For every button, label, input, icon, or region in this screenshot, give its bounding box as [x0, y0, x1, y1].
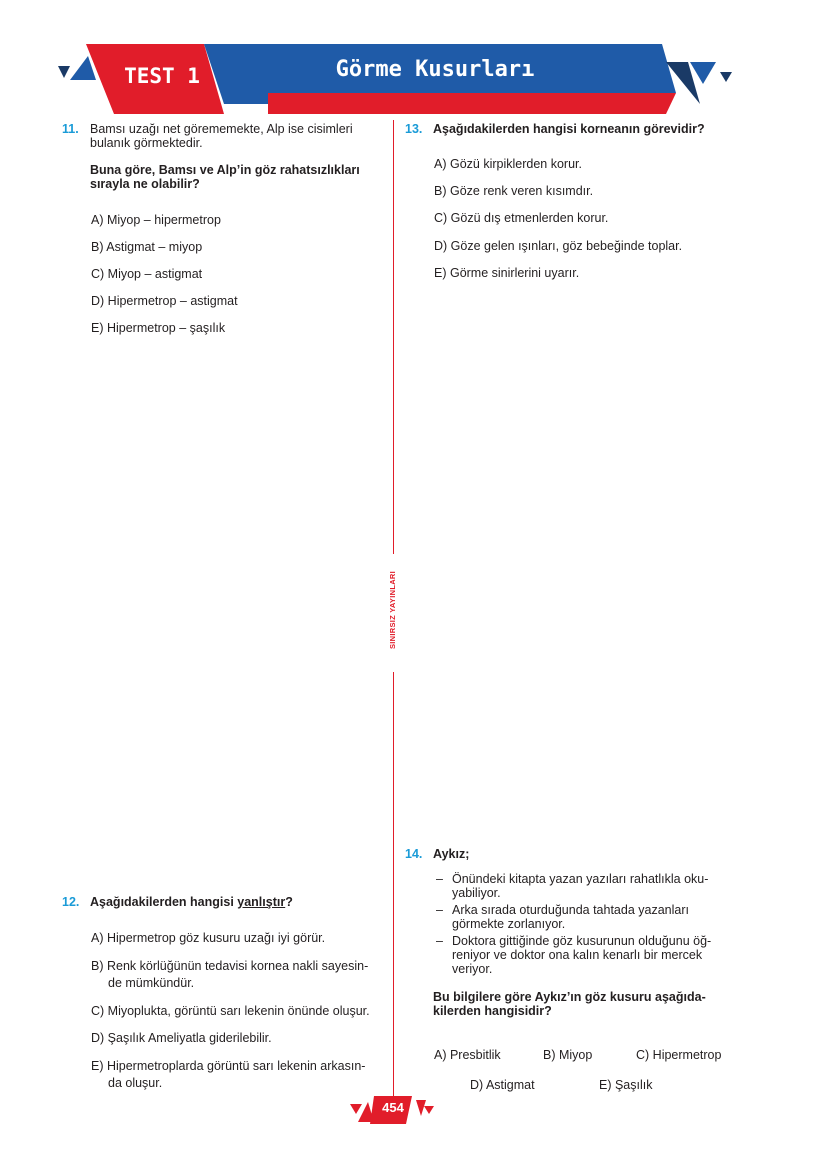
question-number: 14. [405, 847, 423, 861]
option-b[interactable]: B) Astigmat – miyop [91, 240, 203, 254]
option-b[interactable] [91, 958, 381, 992]
bullet-line: reniyor ve doktor ona kalın kenarlı bir mercek [452, 948, 703, 962]
question-number: 13. [405, 122, 423, 136]
bullet-line: görmekte zorlanıyor. [452, 917, 566, 931]
left-small-triangle-icon [58, 66, 70, 78]
option-e[interactable] [91, 1058, 381, 1092]
title-underline-strip [268, 93, 676, 114]
option-d[interactable]: D) Göze gelen ışınları, göz bebeğinde toplar. [434, 239, 683, 253]
option-line: da oluşur. [108, 1076, 163, 1090]
bullet-line: Önündeki kitapta yazan yazıları rahatlıkla oku- [452, 872, 709, 886]
option-e[interactable]: E) Şaşılık [599, 1078, 653, 1092]
option-e[interactable]: E) Görme sinirlerini uyarır. [434, 266, 580, 280]
option-d[interactable]: D) Şaşılık Ameliyatla giderilebilir. [91, 1031, 272, 1045]
option-c[interactable]: C) Gözü dış etmenlerden korur. [434, 211, 609, 225]
question-number: 11. [62, 122, 79, 136]
question-prompt [90, 895, 380, 909]
bullet-line: veriyor. [452, 962, 493, 976]
bullet-item [436, 872, 724, 900]
option-c[interactable]: C) Hipermetrop [636, 1048, 722, 1062]
column-divider-top [393, 120, 394, 554]
option-d[interactable]: D) Astigmat [470, 1078, 535, 1092]
option-line: E) Hipermetroplarda görüntü sarı lekenin arkasın- [91, 1059, 366, 1073]
right-small-triangle-icon [720, 72, 732, 82]
publisher-vertical-label: SINIRSIZ YAYINLARI [388, 570, 397, 650]
option-d[interactable]: D) Hipermetrop – astigmat [91, 294, 238, 308]
left-triangle-icon [70, 56, 96, 80]
question-stem [90, 122, 380, 150]
test-label: TEST 1 [124, 64, 200, 88]
bullet-dash: – [436, 872, 443, 886]
column-divider-bottom [393, 672, 394, 1096]
bullet-line: Doktora gittiğinde göz kusurunun olduğunu öğ- [452, 934, 712, 948]
prompt-emphasis: yanlıştır [237, 895, 286, 909]
footer-left-small-triangle-icon [350, 1104, 362, 1114]
question-prompt [90, 163, 380, 191]
bullet-dash: – [436, 903, 443, 917]
question-prompt [433, 990, 724, 1018]
bullet-dash: – [436, 934, 443, 948]
prompt-line: kilerden hangisidir? [433, 1004, 552, 1018]
bullet-line: yabiliyor. [452, 886, 501, 900]
option-e[interactable]: E) Hipermetrop – şaşılık [91, 321, 226, 335]
page-number: 454 [382, 1100, 404, 1115]
question-number: 12. [62, 895, 80, 909]
footer-right-small-triangle-icon [424, 1106, 434, 1114]
bullet-item [436, 903, 724, 931]
option-b[interactable]: B) Miyop [543, 1048, 593, 1062]
right-triangle-2-icon [690, 62, 716, 84]
option-line: de mümkündür. [108, 976, 195, 990]
option-line: B) Renk körlüğünün tedavisi kornea nakli sayesin- [91, 959, 369, 973]
question-stem: Aykız; [433, 847, 470, 861]
prompt-line: Buna göre, Bamsı ve Alp’in göz rahatsızlıkları [90, 163, 360, 177]
stem-line: bulanık görmektedir. [90, 136, 203, 150]
option-a[interactable]: A) Hipermetrop göz kusuru uzağı iyi görür. [91, 931, 326, 945]
option-c[interactable]: C) Miyoplukta, görüntü sarı lekenin önünde oluşur. [91, 1004, 370, 1018]
page-title: Görme Kusurları [335, 57, 535, 82]
prompt-line: sırayla ne olabilir? [90, 177, 200, 191]
bullet-line: Arka sırada oturduğunda tahtada yazanları [452, 903, 689, 917]
prompt-text: ? [285, 895, 293, 909]
option-c[interactable]: C) Miyop – astigmat [91, 267, 203, 281]
option-a[interactable]: A) Miyop – hipermetrop [91, 213, 221, 227]
option-a[interactable]: A) Presbitlik [434, 1048, 501, 1062]
bullet-item [436, 934, 724, 978]
prompt-line: Bu bilgilere göre Aykız’ın göz kusuru aşağıda- [433, 990, 706, 1004]
prompt-text: Aşağıdakilerden hangisi [90, 895, 238, 909]
stem-line: Bamsı uzağı net görememekte, Alp ise cisimleri [90, 122, 353, 136]
question-prompt: Aşağıdakilerden hangisi korneanın görevidir? [433, 122, 705, 136]
option-b[interactable]: B) Göze renk veren kısımdır. [434, 184, 594, 198]
option-a[interactable]: A) Gözü kirpiklerden korur. [434, 157, 582, 171]
footer-right-triangle-icon [416, 1100, 426, 1116]
